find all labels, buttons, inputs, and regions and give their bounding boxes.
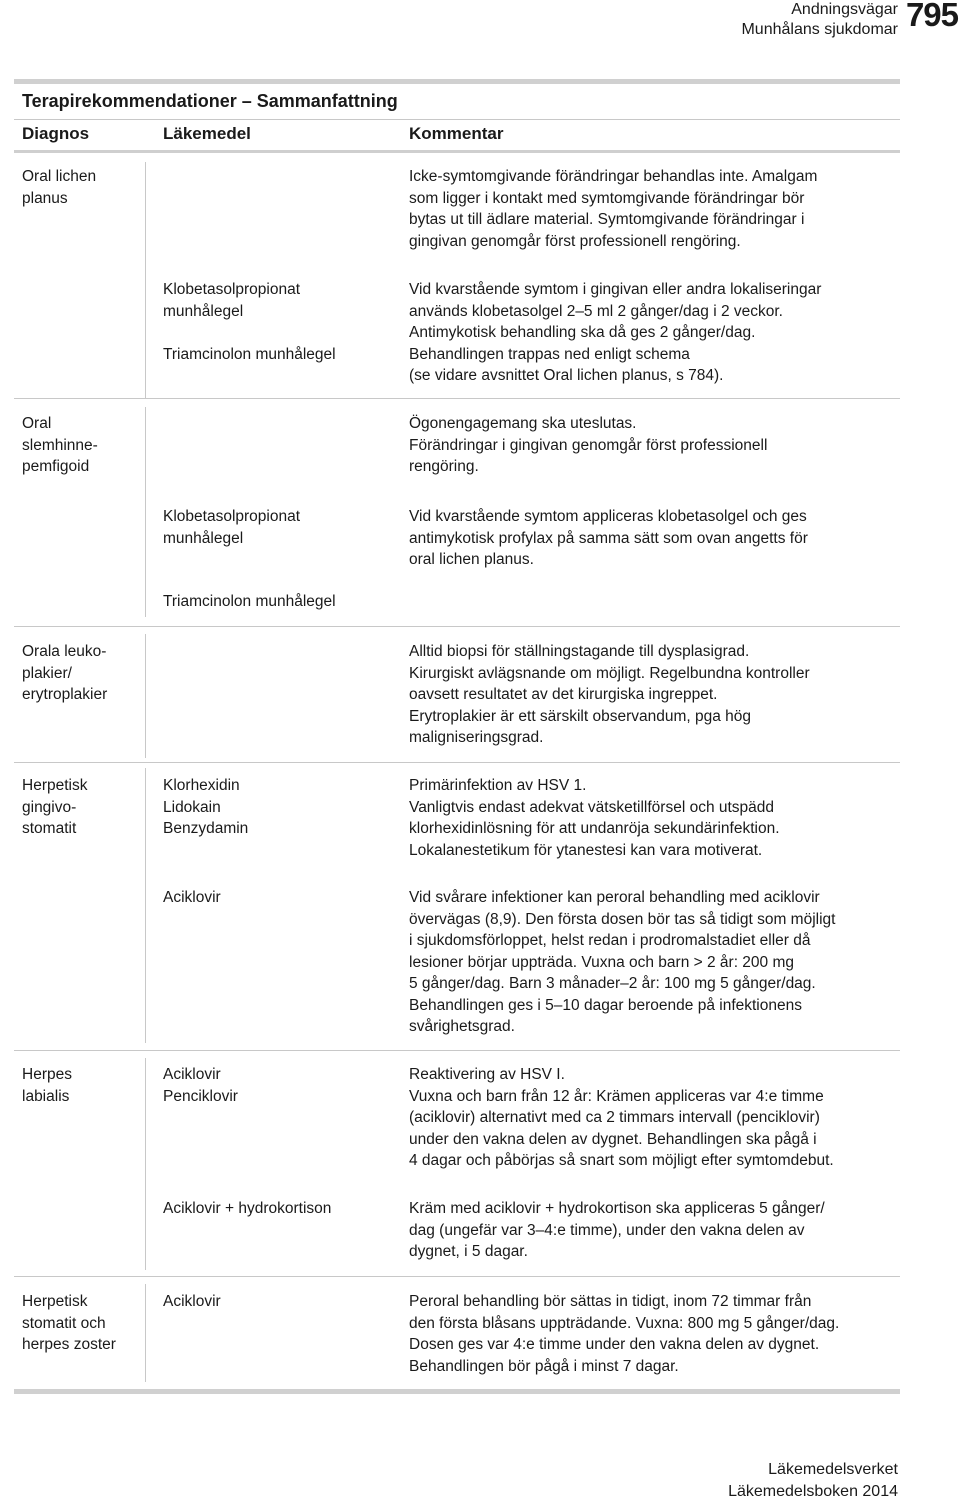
page-footer (728, 1459, 898, 1503)
header-divider (14, 150, 900, 153)
comment-cell: Peroral behandling bör sättas in tidigt, inom 72 timmar från den första blåsans uppträdande. Vuxna: 800 mg 5 gånger/dag. Dosen ges var 4:e timme under den vakna delen av dygnet. Behandlingen bör pågå i minst 7 dagar. (409, 1293, 840, 1375)
row-group-divider (14, 1050, 900, 1051)
footer-publisher: Läkemedelsverket (768, 1461, 898, 1478)
diagnosis-cell: Orala leuko- plakier/ erytroplakier (22, 643, 108, 703)
drug-cell: Aciklovir (163, 889, 221, 906)
comment-cell: Vid kvarstående symtom i gingivan eller andra lokaliseringar används klobetasolgel 2–5 ml 2 gånger/dag i 2 veckor. Antimykotisk behandling ska då ges 2 gånger/dag. Behandlingen trappas ned enligt schema (se vidare avsnittet Oral lichen planus, s 784). (409, 281, 822, 384)
drug-cell: Aciklovir (163, 1293, 221, 1310)
drug-cell: Aciklovir + hydrokortison (163, 1200, 332, 1217)
comment-cell: Alltid biopsi för ställningstagande till dysplasigrad. Kirurgiskt avlägsnande om möjligt. Regelbundna kontroller oavsett resultatet av det kirurgiska ingreppet. Erytroplakier är ett särskilt observandum, pga hög maligniseringsgrad. (409, 643, 810, 746)
comment-cell: Reaktivering av HSV I. Vuxna och barn från 12 år: Krämen appliceras var 4:e timme (aciklovir) alternativt med ca 2 timmars intervall (penciklovir) under den vakna delen av dygnet. Behandlingen ska pågå i 4 dagar och påbörjas så snart som möjligt efter symtomdebut. (409, 1066, 834, 1169)
comment-cell: Vid kvarstående symtom appliceras klobetasolgel och ges antimykotisk profylax på samma sätt som ovan angetts för oral lichen planus. (409, 508, 808, 568)
diagnosis-cell: Herpes labialis (22, 1066, 72, 1105)
bottom-rule (14, 1389, 900, 1394)
running-head-titles (741, 0, 898, 40)
comment-cell: Vid svårare infektioner kan peroral behandling med aciklovir övervägas (8,9). Den första dosen bör tas så tidigt som möjligt i sjukdomsförloppet, helst redan i prodromalstadiet eller då lesioner börjar uppträda. Vuxna och barn > 2 år: 200 mg 5 gånger/dag. Barn 3 månader–2 år: 100 mg 5 gånger/dag. Behandlingen ges i 5–10 dagar beroende på infektionens svårighetsgrad. (409, 889, 836, 1035)
row-group-divider (14, 1276, 900, 1277)
diagnosis-cell: Oral slemhinne- pemfigoid (22, 415, 98, 475)
comment-cell: Icke-symtomgivande förändringar behandlas inte. Amalgam som ligger i kontakt med symtomgivande förändringar bör bytas ut till ädlare material. Symtomgivande förändringar i gingivan genomgår först professionell rengöring. (409, 168, 818, 250)
chapter-title: Munhålans sjukdomar (741, 21, 898, 38)
title-divider (14, 119, 900, 120)
row-group-divider (14, 398, 900, 399)
diagnosis-cell: Oral lichen planus (22, 168, 97, 207)
footer-book: Läkemedelsboken 2014 (728, 1483, 898, 1500)
drug-cell: Triamcinolon munhålegel (163, 593, 336, 610)
top-rule (14, 79, 900, 84)
column-header-diagnos: Diagnos (22, 124, 90, 143)
drug-cell: Klorhexidin Lidokain Benzydamin (163, 777, 249, 837)
diagnosis-cell: Herpetisk stomatit och herpes zoster (22, 1293, 116, 1353)
diagnosis-cell: Herpetisk gingivo- stomatit (22, 777, 88, 837)
comment-cell: Kräm med aciklovir + hydrokortison ska appliceras 5 gånger/ dag (ungefär var 3–4:e timme), under den vakna delen av dygnet, i 5 dagar. (409, 1200, 825, 1260)
row-group-divider (14, 762, 900, 763)
column-header-lakemedel: Läkemedel (163, 124, 251, 143)
row-group-divider (14, 626, 900, 627)
column-header-kommentar: Kommentar (409, 124, 504, 143)
running-head (0, 0, 960, 50)
page-number: 795 (905, 0, 958, 33)
drug-cell: Aciklovir Penciklovir (163, 1066, 238, 1105)
section-title: Andningsvägar (791, 1, 898, 18)
comment-cell: Ögonengagemang ska uteslutas. Förändringar i gingivan genomgår först professionell rengöring. (409, 415, 768, 475)
drug-cell: Klobetasolpropionat munhålegel (163, 508, 301, 547)
drug-cell: Klobetasolpropionat munhålegel Triamcinolon munhålegel (163, 281, 336, 363)
comment-cell: Primärinfektion av HSV 1. Vanligtvis endast adekvat vätsketillförsel och utspädd klorhexidinlösning för att undanröja sekundärinfektion. Lokalanestetikum för ytanestesi kan vara motiverat. (409, 777, 780, 859)
table-title: Terapirekommendationer – Sammanfattning (22, 91, 398, 111)
